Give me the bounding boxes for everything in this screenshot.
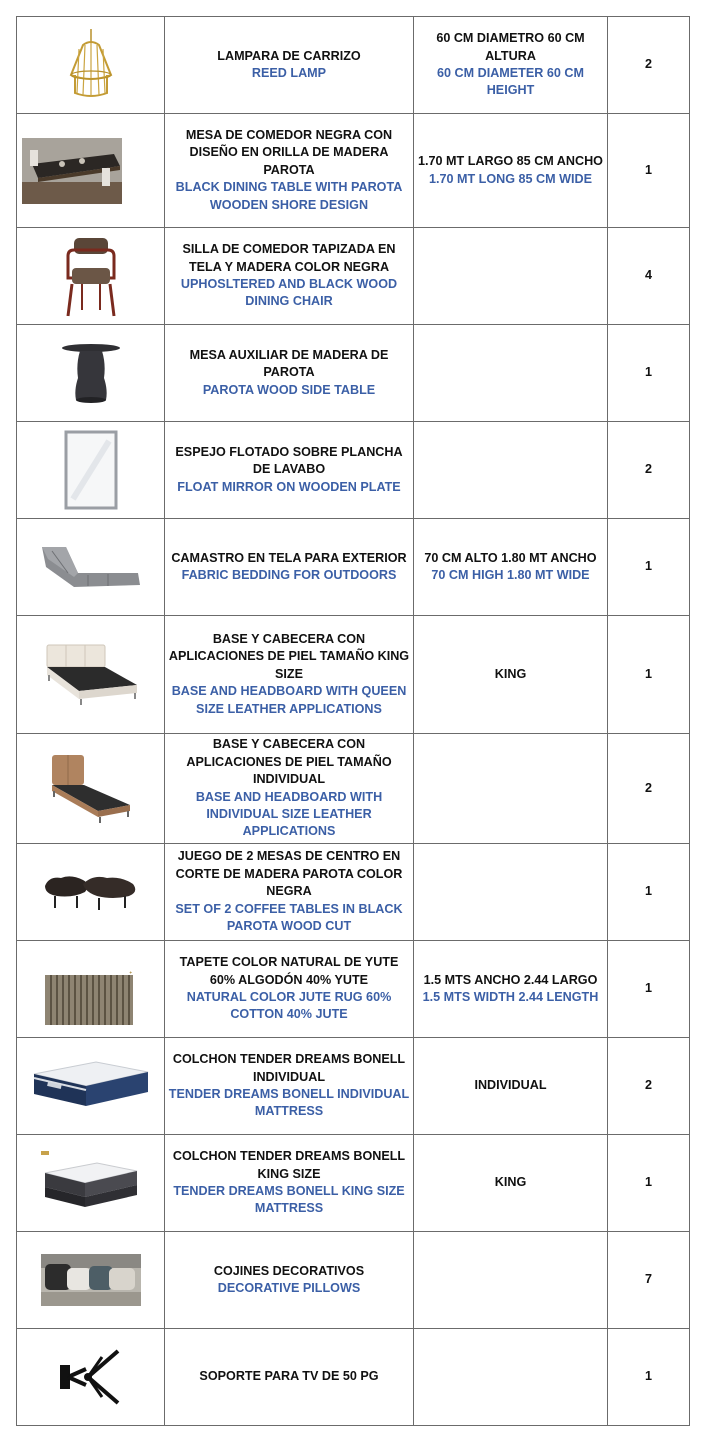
item-image-cell	[17, 228, 165, 325]
table-row	[17, 616, 690, 734]
item-image-cell	[17, 325, 165, 422]
dimensions-spanish: 1.70 MT LARGO 85 CM ANCHO	[418, 154, 603, 169]
item-quantity: 1	[608, 844, 690, 941]
description-english: TENDER DREAMS BONELL KING SIZE MATTRESS	[173, 1184, 405, 1216]
item-dimensions	[414, 941, 608, 1038]
item-quantity: 1	[608, 1135, 690, 1232]
description-spanish: JUEGO DE 2 MESAS DE CENTRO EN CORTE DE MADERA PAROTA COLOR NEGRA	[175, 849, 403, 899]
dimensions-spanish: 60 CM DIAMETRO 60 CM ALTURA	[436, 31, 585, 63]
description-english: UPHOSLTERED AND BLACK WOOD DINING CHAIR	[180, 277, 398, 309]
item-dimensions	[414, 1232, 608, 1329]
item-dimensions	[414, 325, 608, 422]
item-image-cell	[17, 616, 165, 734]
item-image-cell	[17, 422, 165, 519]
dimensions-spanish: KING	[494, 666, 527, 681]
item-image-cell	[17, 519, 165, 616]
item-description	[165, 1232, 414, 1329]
single-bed-image	[48, 753, 134, 825]
mattress-individual-image	[32, 1058, 150, 1114]
king-bed-image	[41, 641, 141, 709]
pillows-image	[41, 1254, 141, 1306]
table-row	[17, 941, 690, 1038]
item-dimensions	[414, 114, 608, 228]
tv-mount-image	[58, 1347, 124, 1407]
description-spanish: MESA AUXILIAR DE MADERA DE PAROTA	[189, 347, 389, 380]
item-dimensions	[414, 422, 608, 519]
description-english: TENDER DREAMS BONELL INDIVIDUAL MATTRESS	[168, 1087, 410, 1119]
item-dimensions	[414, 228, 608, 325]
description-spanish: COJINES DECORATIVOS	[213, 1263, 365, 1278]
side-table-image	[60, 342, 122, 404]
item-quantity: 2	[608, 17, 690, 114]
item-description	[165, 844, 414, 941]
table-row	[17, 17, 690, 114]
dimensions-english: 1.70 MT LONG 85 CM WIDE	[428, 171, 593, 186]
item-dimensions	[414, 17, 608, 114]
description-english: SET OF 2 COFFEE TABLES IN BLACK PAROTA WOOD CUT	[175, 901, 403, 934]
table-row	[17, 1329, 690, 1426]
item-quantity: 1	[608, 941, 690, 1038]
table-row	[17, 1232, 690, 1329]
table-row	[17, 422, 690, 519]
item-quantity: 2	[608, 734, 690, 844]
reed-lamp-image	[61, 29, 121, 101]
item-description	[165, 734, 414, 844]
description-spanish: SOPORTE PARA TV DE 50 PG	[199, 1369, 379, 1384]
description-english: REED LAMP	[251, 66, 327, 80]
item-quantity: 1	[608, 1329, 690, 1426]
item-dimensions	[414, 519, 608, 616]
item-image-cell	[17, 1232, 165, 1329]
table-row	[17, 325, 690, 422]
item-image-cell	[17, 844, 165, 941]
description-english: BLACK DINING TABLE WITH PAROTA WOODEN SHORE DESIGN	[175, 180, 403, 212]
item-image-cell	[17, 17, 165, 114]
item-description	[165, 519, 414, 616]
item-description	[165, 1135, 414, 1232]
description-english: PAROTA WOOD SIDE TABLE	[202, 382, 376, 397]
mattress-king-image	[41, 1151, 141, 1215]
dimensions-english: 1.5 MTS WIDTH 2.44 LENGTH	[422, 990, 599, 1004]
description-spanish: TAPETE COLOR NATURAL DE YUTE 60% ALGODÓN 40% YUTE	[179, 955, 399, 987]
item-description	[165, 1329, 414, 1426]
dimensions-spanish: INDIVIDUAL	[474, 1078, 547, 1093]
item-dimensions	[414, 1038, 608, 1135]
item-quantity: 2	[608, 1038, 690, 1135]
item-quantity: 1	[608, 325, 690, 422]
furniture-inventory-table	[16, 16, 690, 1426]
description-spanish: COLCHON TENDER DREAMS BONELL KING SIZE	[172, 1149, 406, 1181]
item-description	[165, 114, 414, 228]
item-image-cell	[17, 114, 165, 228]
table-row	[17, 228, 690, 325]
description-spanish: ESPEJO FLOTADO SOBRE PLANCHA DE LAVABO	[175, 444, 403, 477]
item-dimensions	[414, 844, 608, 941]
table-row	[17, 734, 690, 844]
item-description	[165, 616, 414, 734]
dimensions-english: 60 CM DIAMETER 60 CM HEIGHT	[437, 66, 584, 98]
description-english: FABRIC BEDDING FOR OUTDOORS	[181, 568, 397, 582]
dimensions-english: 70 CM HIGH 1.80 MT WIDE	[431, 568, 590, 582]
description-english: NATURAL COLOR JUTE RUG 60% COTTON 40% JUTE	[186, 990, 392, 1022]
table-row	[17, 114, 690, 228]
description-spanish: SILLA DE COMEDOR TAPIZADA EN TELA Y MADERA COLOR NEGRA	[182, 242, 396, 274]
item-image-cell	[17, 1135, 165, 1232]
jute-rug-image	[43, 971, 139, 1027]
item-quantity: 4	[608, 228, 690, 325]
item-description	[165, 1038, 414, 1135]
item-dimensions	[414, 1135, 608, 1232]
dining-table-image	[22, 138, 122, 204]
description-spanish: LAMPARA DE CARRIZO	[217, 48, 361, 63]
description-spanish: COLCHON TENDER DREAMS BONELL INDIVIDUAL	[172, 1052, 406, 1084]
item-dimensions	[414, 734, 608, 844]
dining-chair-image	[60, 234, 122, 318]
table-row	[17, 1038, 690, 1135]
dimensions-spanish: KING	[494, 1175, 527, 1190]
description-spanish: BASE Y CABECERA CON APLICACIONES DE PIEL TAMAÑO INDIVIDUAL	[186, 737, 392, 787]
description-spanish: CAMASTRO EN TELA PARA EXTERIOR	[171, 550, 407, 565]
description-english: FLOAT MIRROR ON WOODEN PLATE	[177, 479, 401, 494]
item-quantity: 1	[608, 114, 690, 228]
item-description	[165, 228, 414, 325]
item-image-cell	[17, 941, 165, 1038]
item-description	[165, 422, 414, 519]
table-row	[17, 519, 690, 616]
mirror-image	[63, 429, 119, 511]
coffee-tables-image	[43, 872, 139, 912]
item-dimensions	[414, 1329, 608, 1426]
item-image-cell	[17, 734, 165, 844]
description-english: BASE AND HEADBOARD WITH QUEEN SIZE LEATHER APPLICATIONS	[171, 684, 407, 716]
table-row	[17, 844, 690, 941]
table-row	[17, 1135, 690, 1232]
svg-text:✦: ✦	[128, 971, 132, 975]
description-english: DECORATIVE PILLOWS	[217, 1281, 361, 1295]
item-description	[165, 941, 414, 1038]
outdoor-lounger-image	[38, 537, 144, 597]
item-description	[165, 325, 414, 422]
item-quantity: 1	[608, 616, 690, 734]
item-description	[165, 17, 414, 114]
item-dimensions	[414, 616, 608, 734]
item-image-cell	[17, 1329, 165, 1426]
item-image-cell	[17, 1038, 165, 1135]
dimensions-spanish: 70 CM ALTO 1.80 MT ANCHO	[424, 550, 597, 565]
description-spanish: BASE Y CABECERA CON APLICACIONES DE PIEL TAMAÑO KING SIZE	[168, 631, 410, 681]
item-quantity: 2	[608, 422, 690, 519]
item-quantity: 7	[608, 1232, 690, 1329]
description-spanish: MESA DE COMEDOR NEGRA CON DISEÑO EN ORILLA DE MADERA PAROTA	[185, 127, 393, 177]
description-english: BASE AND HEADBOARD WITH INDIVIDUAL SIZE LEATHER APPLICATIONS	[195, 789, 383, 839]
item-quantity: 1	[608, 519, 690, 616]
dimensions-spanish: 1.5 MTS ANCHO 2.44 LARGO	[423, 972, 598, 987]
